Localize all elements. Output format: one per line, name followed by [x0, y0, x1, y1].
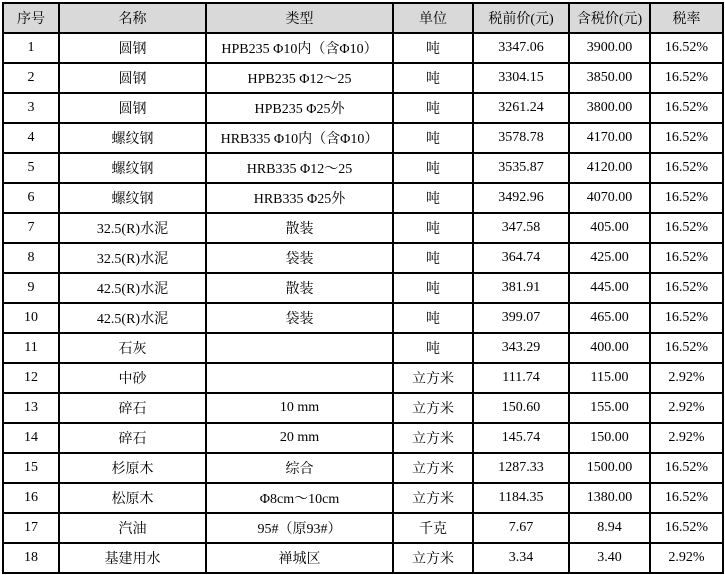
cell-name: 杉原木 — [59, 453, 206, 483]
cell-pretax-price: 3347.06 — [473, 33, 569, 63]
cell-unit: 吨 — [393, 243, 473, 273]
cell-name: 螺纹钢 — [59, 123, 206, 153]
table-row — [3, 483, 723, 513]
header-cell-pretax-price: 税前价(元) — [473, 3, 569, 33]
cell-seq: 12 — [3, 363, 59, 393]
cell-pretax-price: 3.34 — [473, 543, 569, 573]
cell-seq: 3 — [3, 93, 59, 123]
cell-seq: 5 — [3, 153, 59, 183]
cell-seq: 16 — [3, 483, 59, 513]
cell-pretax-price: 1287.33 — [473, 453, 569, 483]
cell-unit: 立方米 — [393, 363, 473, 393]
cell-unit: 吨 — [393, 213, 473, 243]
cell-type: HPB235 Φ25外 — [206, 93, 393, 123]
cell-seq: 8 — [3, 243, 59, 273]
cell-pretax-price: 150.60 — [473, 393, 569, 423]
price-table — [2, 2, 724, 574]
cell-tax-rate: 16.52% — [650, 453, 723, 483]
cell-type: 袋装 — [206, 303, 393, 333]
cell-seq: 6 — [3, 183, 59, 213]
cell-taxed-price: 8.94 — [569, 513, 650, 543]
cell-unit: 立方米 — [393, 543, 473, 573]
cell-unit: 吨 — [393, 303, 473, 333]
header-cell-name: 名称 — [59, 3, 206, 33]
cell-pretax-price: 3304.15 — [473, 63, 569, 93]
cell-name: 32.5(R)水泥 — [59, 243, 206, 273]
header-cell-tax-rate: 税率 — [650, 3, 723, 33]
cell-pretax-price: 381.91 — [473, 273, 569, 303]
cell-tax-rate: 16.52% — [650, 333, 723, 363]
cell-type — [206, 333, 393, 363]
cell-pretax-price: 343.29 — [473, 333, 569, 363]
table-row — [3, 183, 723, 213]
cell-taxed-price: 1380.00 — [569, 483, 650, 513]
table-row — [3, 213, 723, 243]
cell-pretax-price: 3261.24 — [473, 93, 569, 123]
table-row — [3, 93, 723, 123]
cell-taxed-price: 465.00 — [569, 303, 650, 333]
cell-type: 95#（原93#） — [206, 513, 393, 543]
table-row — [3, 153, 723, 183]
cell-taxed-price: 150.00 — [569, 423, 650, 453]
header-cell-seq: 序号 — [3, 3, 59, 33]
table-body — [3, 33, 723, 573]
cell-type: 散装 — [206, 213, 393, 243]
cell-unit: 吨 — [393, 33, 473, 63]
cell-unit: 吨 — [393, 153, 473, 183]
table-row — [3, 543, 723, 573]
table-row — [3, 273, 723, 303]
cell-seq: 17 — [3, 513, 59, 543]
cell-type: 10 mm — [206, 393, 393, 423]
cell-type: 20 mm — [206, 423, 393, 453]
cell-tax-rate: 16.52% — [650, 153, 723, 183]
cell-unit: 立方米 — [393, 393, 473, 423]
cell-name: 碎石 — [59, 393, 206, 423]
table-row — [3, 243, 723, 273]
cell-tax-rate: 16.52% — [650, 123, 723, 153]
cell-tax-rate: 16.52% — [650, 483, 723, 513]
cell-taxed-price: 155.00 — [569, 393, 650, 423]
table-row — [3, 393, 723, 423]
cell-taxed-price: 425.00 — [569, 243, 650, 273]
table-row — [3, 513, 723, 543]
cell-tax-rate: 16.52% — [650, 243, 723, 273]
cell-tax-rate: 2.92% — [650, 543, 723, 573]
cell-tax-rate: 16.52% — [650, 93, 723, 123]
table-row — [3, 123, 723, 153]
cell-name: 圆钢 — [59, 93, 206, 123]
cell-pretax-price: 399.07 — [473, 303, 569, 333]
cell-taxed-price: 3800.00 — [569, 93, 650, 123]
cell-name: 32.5(R)水泥 — [59, 213, 206, 243]
header-cell-taxed-price: 含税价(元) — [569, 3, 650, 33]
cell-taxed-price: 4070.00 — [569, 183, 650, 213]
cell-seq: 9 — [3, 273, 59, 303]
cell-type: 禅城区 — [206, 543, 393, 573]
cell-taxed-price: 3.40 — [569, 543, 650, 573]
cell-pretax-price: 1184.35 — [473, 483, 569, 513]
cell-taxed-price: 4120.00 — [569, 153, 650, 183]
cell-type: HRB335 Φ25外 — [206, 183, 393, 213]
cell-taxed-price: 1500.00 — [569, 453, 650, 483]
table-row — [3, 453, 723, 483]
cell-taxed-price: 4170.00 — [569, 123, 650, 153]
cell-unit: 吨 — [393, 333, 473, 363]
cell-tax-rate: 16.52% — [650, 183, 723, 213]
cell-pretax-price: 364.74 — [473, 243, 569, 273]
cell-name: 螺纹钢 — [59, 183, 206, 213]
cell-pretax-price: 3578.78 — [473, 123, 569, 153]
cell-type — [206, 363, 393, 393]
cell-seq: 1 — [3, 33, 59, 63]
cell-unit: 吨 — [393, 183, 473, 213]
cell-tax-rate: 16.52% — [650, 213, 723, 243]
cell-pretax-price: 347.58 — [473, 213, 569, 243]
table-row — [3, 63, 723, 93]
table-row — [3, 303, 723, 333]
cell-type: HRB335 Φ12～25 — [206, 153, 393, 183]
cell-type: Φ8cm～10cm — [206, 483, 393, 513]
cell-name: 42.5(R)水泥 — [59, 303, 206, 333]
cell-type: 袋装 — [206, 243, 393, 273]
cell-seq: 7 — [3, 213, 59, 243]
cell-seq: 14 — [3, 423, 59, 453]
cell-name: 松原木 — [59, 483, 206, 513]
cell-pretax-price: 111.74 — [473, 363, 569, 393]
cell-seq: 2 — [3, 63, 59, 93]
cell-tax-rate: 2.92% — [650, 393, 723, 423]
cell-seq: 18 — [3, 543, 59, 573]
cell-taxed-price: 115.00 — [569, 363, 650, 393]
cell-name: 42.5(R)水泥 — [59, 273, 206, 303]
cell-seq: 13 — [3, 393, 59, 423]
table-row — [3, 363, 723, 393]
cell-tax-rate: 16.52% — [650, 63, 723, 93]
header-cell-unit: 单位 — [393, 3, 473, 33]
cell-name: 汽油 — [59, 513, 206, 543]
cell-pretax-price: 145.74 — [473, 423, 569, 453]
cell-pretax-price: 3492.96 — [473, 183, 569, 213]
cell-seq: 11 — [3, 333, 59, 363]
cell-seq: 4 — [3, 123, 59, 153]
table-row — [3, 423, 723, 453]
cell-unit: 吨 — [393, 93, 473, 123]
cell-name: 圆钢 — [59, 33, 206, 63]
cell-name: 圆钢 — [59, 63, 206, 93]
cell-pretax-price: 3535.87 — [473, 153, 569, 183]
cell-name: 中砂 — [59, 363, 206, 393]
cell-unit: 立方米 — [393, 423, 473, 453]
cell-tax-rate: 16.52% — [650, 273, 723, 303]
cell-type: HPB235 Φ12～25 — [206, 63, 393, 93]
cell-name: 基建用水 — [59, 543, 206, 573]
table-row — [3, 333, 723, 363]
cell-unit: 吨 — [393, 63, 473, 93]
cell-name: 碎石 — [59, 423, 206, 453]
cell-unit: 千克 — [393, 513, 473, 543]
cell-type: 综合 — [206, 453, 393, 483]
cell-taxed-price: 400.00 — [569, 333, 650, 363]
cell-seq: 15 — [3, 453, 59, 483]
header-row — [3, 3, 723, 33]
cell-name: 石灰 — [59, 333, 206, 363]
cell-name: 螺纹钢 — [59, 153, 206, 183]
cell-type: HRB335 Φ10内（含Φ10） — [206, 123, 393, 153]
cell-tax-rate: 16.52% — [650, 513, 723, 543]
cell-tax-rate: 16.52% — [650, 303, 723, 333]
cell-taxed-price: 405.00 — [569, 213, 650, 243]
cell-tax-rate: 16.52% — [650, 33, 723, 63]
header-cell-type: 类型 — [206, 3, 393, 33]
cell-taxed-price: 3900.00 — [569, 33, 650, 63]
cell-tax-rate: 2.92% — [650, 423, 723, 453]
cell-unit: 吨 — [393, 123, 473, 153]
cell-type: HPB235 Φ10内（含Φ10） — [206, 33, 393, 63]
cell-tax-rate: 2.92% — [650, 363, 723, 393]
cell-unit: 立方米 — [393, 453, 473, 483]
cell-unit: 吨 — [393, 273, 473, 303]
cell-taxed-price: 445.00 — [569, 273, 650, 303]
cell-taxed-price: 3850.00 — [569, 63, 650, 93]
cell-unit: 立方米 — [393, 483, 473, 513]
cell-type: 散装 — [206, 273, 393, 303]
table-row — [3, 33, 723, 63]
cell-seq: 10 — [3, 303, 59, 333]
cell-pretax-price: 7.67 — [473, 513, 569, 543]
